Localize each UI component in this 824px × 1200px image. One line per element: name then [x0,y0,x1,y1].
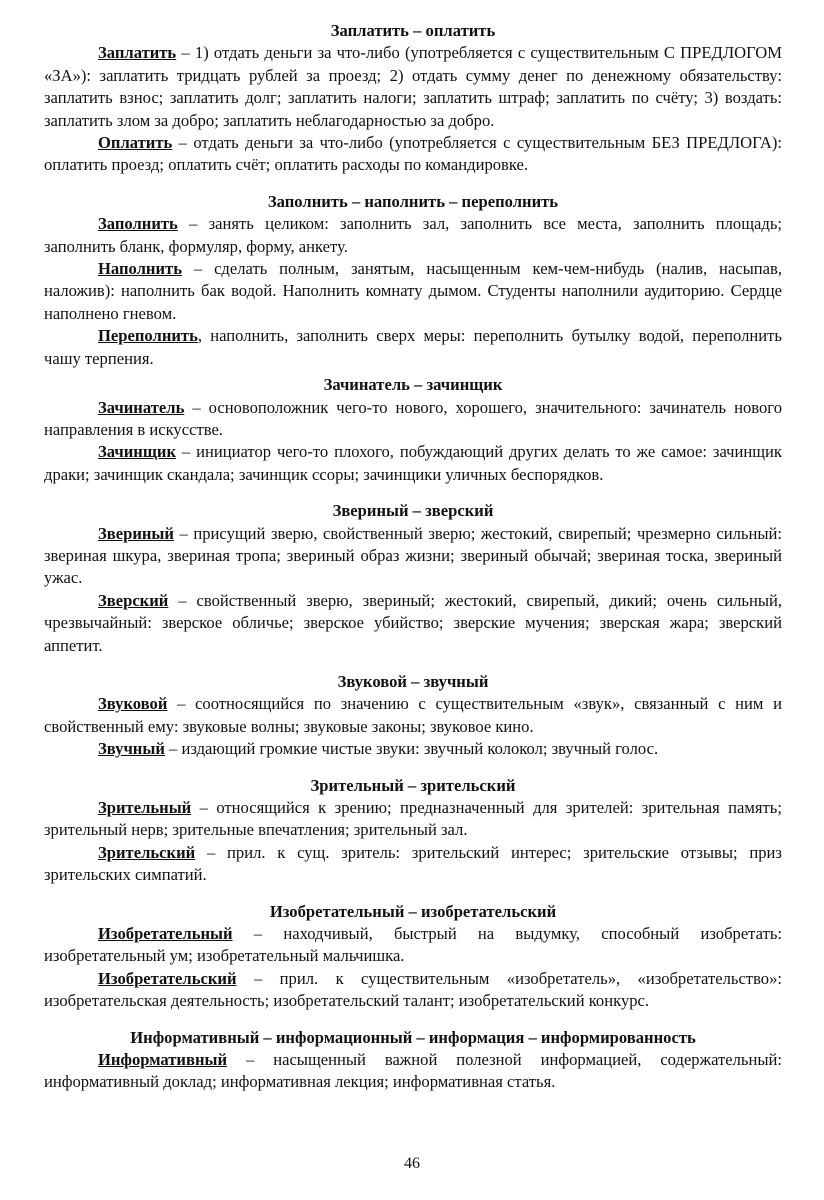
section-heading: Зрительный – зрительский [310,775,516,795]
section-heading: Изобретательный – изобретательский [269,901,557,921]
entry-definition: – издающий громкие чистые звуки: звучный колокол; звучный голос. [164,739,659,759]
entry-definition: – свойственный зверю, звериный; жестокий, свирепый, дикий; очень сильный, чрезвычайный: зверское обличье; зверское убийство; зверские мучения; зверская жара; зверский аппетит. [44,590,782,655]
entry-term: Зрительский [98,842,196,862]
entry-definition: – отдать деньги за что-либо (употребляется с существительным БЕЗ ПРЕДЛОГА): оплатить проезд; оплатить счёт; оплатить расходы по командировке. [44,133,782,175]
entry-zritelskiy [44,842,782,887]
entry-zvuchny [44,738,782,760]
entry-term: Наполнить [98,259,182,279]
entry-napolnit [44,258,782,325]
page-number: 46 [404,1155,420,1172]
entry-term: Информативный [98,1050,228,1070]
entry-zveriny [44,523,782,590]
entry-izobretatelny [44,923,782,968]
entry-term: Зачинатель [98,397,185,417]
section-zachinatel [44,374,782,486]
entry-definition: – находчивый, быстрый на выдумку, способный изобретать: изобретательный ум; изобретательный мальчишка. [44,924,782,966]
entry-term: Оплатить [98,133,173,153]
entry-oplatit [44,132,782,177]
entry-term: Зрительный [98,798,192,817]
section-zveriny [44,500,782,657]
section-zaplatit [44,20,782,177]
entry-definition: , наполнить, заполнить сверх меры: переполнить бутылку водой, переполнить чашу терпения. [44,326,782,368]
section-heading: Зачинатель – зачинщик [323,375,503,395]
entry-term: Изобретательный [98,924,233,944]
entry-zapolnit [44,213,782,258]
entry-zachinatel [44,397,782,442]
entry-zaplatit [44,42,782,132]
entry-term: Заполнить [98,214,178,234]
entry-zvukovoy [44,693,782,738]
entry-informativny [44,1049,782,1094]
entry-definition: – присущий зверю, свойственный зверю; жестокий, свирепый; чрезмерно сильный: звериная шкура, звериная тропа; звериный образ жизни; звериный обычай; звериная тоска, звериный ужас. [44,523,782,588]
section-zritelny [44,775,782,887]
section-heading: Заплатить – оплатить [330,21,496,40]
section-heading: Звуковой – звучный [337,671,489,691]
entry-izobretatelskiy [44,968,782,1013]
entry-definition: – насыщенный важной полезной информацией, содержательный: информативный доклад; информативная лекция; информативная статья. [44,1050,782,1092]
entry-definition: – основоположник чего-то нового, хорошего, значительного: зачинатель нового направления в искусстве. [44,397,782,439]
section-zvukovoy [44,671,782,761]
entry-term: Звучный [98,739,165,759]
entry-term: Звуковой [98,694,168,714]
entry-definition: – соотносящийся по значению с существительным «звук», связанный с ним и свойственный ему: звуковые волны; звуковые законы; звуковое кино. [44,694,782,736]
section-zapolnit [44,191,782,370]
section-heading: Звериный – зверский [332,501,494,521]
entry-zritelny [44,797,782,842]
entry-term: Заплатить [98,43,177,63]
entry-term: Изобретательский [98,968,237,988]
entry-zachinshchik [44,441,782,486]
entry-zverskiy [44,590,782,657]
section-heading: Заполнить – наполнить – переполнить [267,191,559,211]
entry-definition: – занять целиком: заполнить зал, заполнить все места, заполнить площадь; заполнить бланк, формуляр, форму, анкету. [44,214,782,256]
section-informativny [44,1027,782,1094]
entry-definition: – инициатор чего-то плохого, побуждающий других делать то же самое: зачинщик драки; зачинщик скандала; зачинщик ссоры; зачинщики уличных беспорядков. [44,442,782,484]
entry-definition: – прил. к существительным «изобретатель», «изобретательство»: изобретательская деятельность; изобретательский талант; изобретательский конкурс. [44,968,782,1011]
entry-term: Зверский [98,590,169,610]
entry-definition: – сделать полным, занятым, насыщенным кем-чем-нибудь (налив, насыпав, наложив): наполнить бак водой. Наполнить комнату дымом. Студенты наполнили аудиторию. Сердце наполнено гневом. [44,259,782,323]
section-heading: Информативный – информационный – информация – информированность [130,1027,696,1047]
entry-term: Переполнить [98,326,198,346]
entry-perepolnit [44,325,782,370]
entry-term: Зачинщик [98,442,177,462]
entry-definition: – 1) отдать деньги за что-либо (употребляется с существительным С ПРЕДЛОГОМ «ЗА»): заплатить тридцать рублей за проезд; 2) отдать сумму денег по денежному обязательству: заплатить взнос; заплатить долг; заплатить налоги; заплатить штраф; заплатить по счёту; 3) воздать: заплатить злом за добро; заплатить неблагодарностью за добро. [44,43,782,130]
entry-definition: – относящийся к зрению; предназначенный для зрителей: зрительная память; зрительный нерв; зрительные впечатления; зрительный зал. [44,798,782,840]
section-izobretatelny [44,901,782,1013]
entry-definition: – прил. к сущ. зритель: зрительский интерес; зрительские отзывы; приз зрительских симпатий. [44,842,782,885]
entry-term: Звериный [98,523,174,543]
